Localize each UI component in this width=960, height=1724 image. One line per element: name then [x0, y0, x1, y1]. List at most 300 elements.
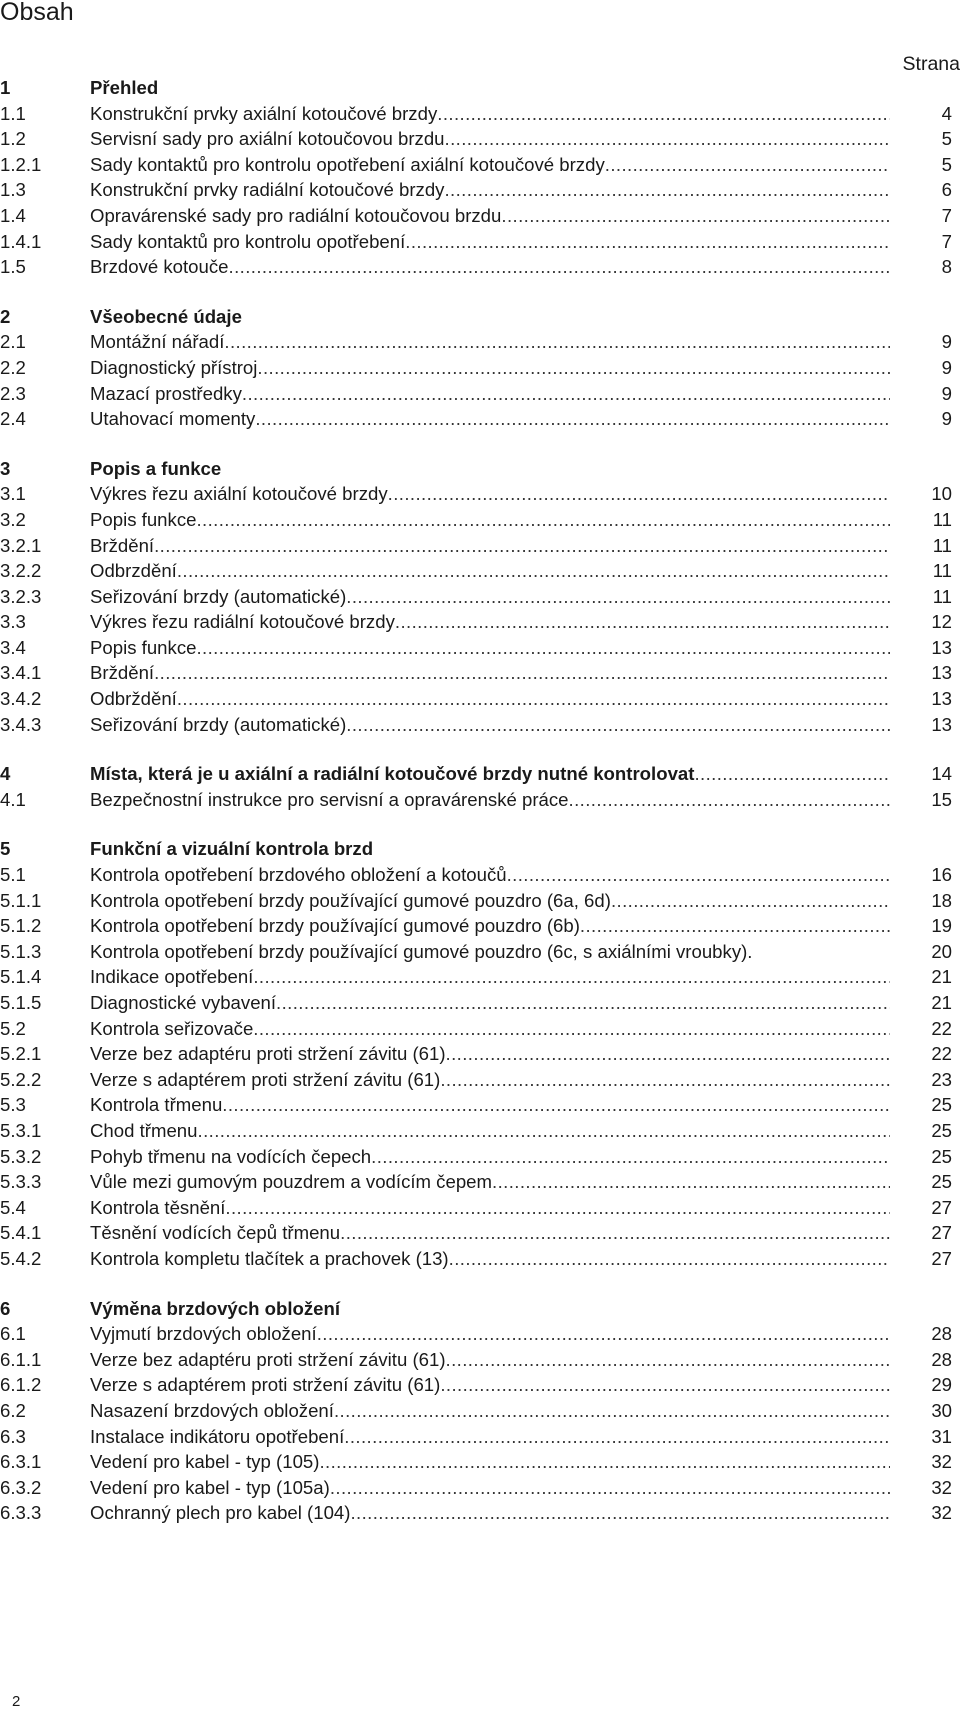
toc-entry[interactable]: [0, 231, 952, 257]
entry-number: 5.3.2: [0, 1145, 42, 1167]
entry-title: Verze bez adaptéru proti stržení závitu (61): [90, 1043, 446, 1065]
section-title-leader: [90, 77, 890, 99]
toc-entry[interactable]: [0, 611, 952, 637]
section-number: 1: [0, 77, 11, 98]
entry-number: 5.3: [0, 1094, 26, 1116]
entry-page-number: 13: [931, 636, 952, 658]
entry-number: 5.4.2: [0, 1247, 42, 1269]
entry-page-number: 32: [931, 1451, 952, 1473]
section-title-leader: [90, 458, 890, 480]
entry-page-number: 22: [931, 1043, 952, 1065]
entry-title: Vůle mezi gumovým pouzdrem a vodícím čepem: [90, 1171, 492, 1193]
table-of-contents: [0, 77, 952, 1552]
dot-leader: [580, 915, 890, 937]
toc-entry[interactable]: [0, 1349, 952, 1375]
entry-page-number: 7: [941, 204, 952, 226]
section-number: 5: [0, 838, 11, 860]
entry-page-number: 15: [931, 788, 952, 810]
entry-leader: [90, 357, 890, 379]
entry-page-number: 7: [941, 230, 952, 252]
entry-number: 5.1: [0, 864, 26, 886]
section-number: 6: [0, 1297, 11, 1319]
toc-section: [0, 306, 952, 434]
section-heading[interactable]: [0, 838, 952, 864]
entry-title: Nasazení brzdových obložení: [90, 1399, 334, 1421]
section-heading[interactable]: [0, 763, 952, 789]
toc-entry[interactable]: [0, 103, 952, 129]
toc-entry[interactable]: [0, 1248, 952, 1274]
entry-leader: [90, 1120, 890, 1142]
toc-entry[interactable]: [0, 1069, 952, 1095]
toc-entry[interactable]: [0, 128, 952, 154]
entry-title: Kontrola opotřebení brzdy používající gumové pouzdro (6a, 6d): [90, 889, 611, 911]
entry-title: Diagnostické vybavení: [90, 992, 277, 1013]
entry-title: Těsnění vodících čepů třmenu: [90, 1222, 341, 1244]
entry-page-number: 13: [931, 713, 952, 735]
dot-leader: [445, 128, 890, 150]
entry-title: Indikace opotřebení: [90, 966, 254, 988]
entry-number: 1.4.1: [0, 230, 42, 252]
dot-leader: [225, 1197, 890, 1219]
entry-leader: [90, 535, 890, 557]
entry-leader: [90, 383, 890, 405]
section-page-number: 14: [931, 763, 952, 785]
entry-page-number: 16: [931, 864, 952, 886]
entry-title: Utahovací momenty: [90, 408, 256, 430]
section-title-leader: [90, 838, 890, 860]
dot-leader: [444, 179, 890, 201]
entry-title: Kontrola seřizovače: [90, 1017, 254, 1039]
entry-number: 5.3.1: [0, 1119, 42, 1141]
entry-leader: [90, 1400, 890, 1422]
entry-page-number: 9: [941, 408, 952, 430]
dot-leader: [340, 1222, 890, 1244]
dot-leader: [405, 231, 890, 253]
entry-title: Kontrola opotřebení brzdového obložení a kotoučů: [90, 864, 507, 886]
toc-section: [0, 1298, 952, 1528]
toc-entry[interactable]: [0, 154, 952, 180]
toc-entry[interactable]: [0, 714, 952, 740]
entry-leader: [90, 611, 890, 633]
section-title-leader: [90, 306, 890, 328]
toc-entry[interactable]: [0, 1451, 952, 1477]
entry-number: 6.1.1: [0, 1348, 42, 1370]
entry-number: 3.2.2: [0, 560, 42, 582]
entry-title: Vedení pro kabel - typ (105): [90, 1451, 320, 1473]
dot-leader: [605, 154, 890, 176]
toc-entry[interactable]: [0, 331, 952, 357]
toc-entry[interactable]: [0, 560, 952, 586]
entry-title: Verze bez adaptéru proti stržení závitu (61): [90, 1348, 446, 1370]
entry-number: 5.4: [0, 1196, 26, 1218]
toc-section: [0, 458, 952, 740]
entry-title: Kontrola kompletu tlačítek a prachovek (13): [90, 1247, 449, 1269]
entry-number: 3.4.3: [0, 713, 42, 735]
dot-leader: [694, 763, 890, 785]
entry-leader: [90, 205, 890, 227]
entry-leader: [90, 1094, 890, 1116]
entry-title: Sady kontaktů pro kontrolu opotřebení axiální kotoučové brzdy: [90, 153, 605, 175]
page-title: Obsah: [0, 0, 74, 26]
entry-page-number: 28: [931, 1348, 952, 1370]
entry-page-number: 25: [931, 1094, 952, 1116]
toc-entry[interactable]: [0, 1400, 952, 1426]
toc-entry[interactable]: [0, 992, 952, 1018]
entry-title: Kontrola těsnění: [90, 1196, 226, 1218]
section-title: Místa, která je u axiální a radiální kotoučové brzdy nutné kontrolovat: [90, 763, 695, 785]
section-number: 2: [0, 305, 11, 327]
entry-leader: [90, 1349, 890, 1371]
entry-number: 3.3: [0, 611, 26, 633]
dot-leader: [276, 992, 890, 1014]
toc-entry[interactable]: [0, 890, 952, 916]
toc-entry[interactable]: [0, 1477, 952, 1503]
entry-leader: [90, 331, 890, 353]
entry-number: 3.4: [0, 636, 26, 658]
dot-leader: [330, 1477, 890, 1499]
dot-leader: [440, 1069, 890, 1091]
dot-leader: [154, 535, 890, 557]
dot-leader: [177, 560, 890, 582]
toc-entry[interactable]: [0, 864, 952, 890]
dot-leader: [229, 256, 891, 278]
entry-page-number: 23: [931, 1068, 952, 1090]
entry-page-number: 27: [931, 1222, 952, 1244]
entry-number: 6.1.2: [0, 1374, 42, 1396]
toc-section: [0, 77, 952, 282]
section-title: Všeobecné údaje: [90, 305, 242, 327]
dot-leader: [611, 890, 890, 912]
toc-entry[interactable]: [0, 483, 952, 509]
entry-title: Montážní nářadí: [90, 331, 225, 353]
section-title-leader: [90, 1298, 890, 1320]
entry-title: Mazací prostředky: [90, 382, 242, 404]
section-title: Popis a funkce: [90, 457, 222, 479]
entry-leader: [90, 1451, 890, 1473]
entry-title: Odbrzdění: [90, 560, 177, 582]
entry-page-number: 22: [931, 1017, 952, 1039]
entry-leader: [90, 1018, 890, 1040]
dot-leader: [242, 383, 890, 405]
toc-entry[interactable]: [0, 662, 952, 688]
section-title: Přehled: [90, 77, 159, 98]
dot-leader: [501, 205, 890, 227]
entry-title: Chod třmenu: [90, 1119, 198, 1141]
entry-title: Brzdové kotouče: [90, 256, 229, 278]
entry-number: 2.4: [0, 408, 26, 430]
entry-leader: [90, 1477, 890, 1499]
entry-leader: [90, 941, 890, 963]
dot-leader: [437, 103, 890, 125]
entry-leader: [90, 1171, 890, 1193]
entry-page-number: 29: [931, 1374, 952, 1396]
entry-leader: [90, 915, 890, 937]
entry-number: 3.2: [0, 508, 26, 530]
toc-entry[interactable]: [0, 535, 952, 561]
dot-leader: [350, 1502, 890, 1524]
entry-leader: [90, 688, 890, 710]
toc-entry[interactable]: [0, 1043, 952, 1069]
entry-page-number: 12: [931, 611, 952, 633]
entry-page-number: 25: [931, 1145, 952, 1167]
entry-page-number: 11: [932, 585, 952, 607]
entry-title: Výkres řezu radiální kotoučové brzdy: [90, 611, 395, 633]
entry-title: Výkres řezu axiální kotoučové brzdy: [90, 483, 388, 505]
entry-leader: [90, 864, 890, 886]
toc-entry[interactable]: [0, 357, 952, 383]
entry-number: 5.4.1: [0, 1222, 42, 1244]
entry-page-number: 18: [931, 889, 952, 911]
dot-leader: [196, 637, 890, 659]
toc-entry[interactable]: [0, 1120, 952, 1146]
entry-number: 5.2: [0, 1017, 26, 1039]
entry-page-number: 32: [931, 1476, 952, 1498]
entry-page-number: 25: [931, 1171, 952, 1193]
dot-leader: [371, 1146, 890, 1168]
entry-page-number: 27: [931, 1247, 952, 1269]
entry-title: Seřizování brzdy (automatické): [90, 713, 347, 735]
dot-leader: [440, 1374, 890, 1396]
entry-leader: [90, 1222, 890, 1244]
entry-number: 2.3: [0, 382, 26, 404]
entry-leader: [90, 1146, 890, 1168]
toc-entry[interactable]: [0, 1171, 952, 1197]
entry-number: 1.2.1: [0, 153, 42, 175]
entry-title: Seřizování brzdy (automatické): [90, 585, 347, 607]
dot-leader: [569, 789, 890, 811]
toc-entry[interactable]: [0, 509, 952, 535]
entry-leader: [90, 103, 890, 125]
section-number: 4: [0, 763, 11, 785]
entry-page-number: 9: [941, 331, 952, 353]
entry-page-number: 30: [931, 1399, 952, 1421]
entry-leader: [90, 637, 890, 659]
toc-entry[interactable]: [0, 179, 952, 205]
page-number: 2: [12, 1693, 21, 1710]
dot-leader: [253, 966, 890, 988]
entry-leader: [90, 890, 890, 912]
entry-number: 1.5: [0, 256, 26, 278]
entry-leader: [90, 1426, 890, 1448]
entry-page-number: 19: [931, 915, 952, 937]
toc-entry[interactable]: [0, 688, 952, 714]
entry-number: 4.1: [0, 788, 26, 810]
entry-page-number: 11: [932, 508, 952, 530]
entry-page-number: 28: [931, 1323, 952, 1345]
entry-leader: [90, 1323, 890, 1345]
entry-number: 3.4.1: [0, 662, 42, 684]
entry-leader: [90, 128, 890, 150]
entry-title: Vedení pro kabel - typ (105a): [90, 1476, 330, 1498]
entry-title: Bezpečnostní instrukce pro servisní a opravárenské práce: [90, 788, 569, 810]
entry-page-number: 13: [931, 688, 952, 710]
entry-leader: [90, 560, 890, 582]
toc-entry[interactable]: [0, 1374, 952, 1400]
entry-leader: [90, 714, 890, 736]
dot-leader: [507, 864, 890, 886]
dot-leader: [346, 714, 890, 736]
entry-title: Brždění: [90, 534, 155, 556]
toc-section: [0, 763, 952, 814]
toc-entry[interactable]: [0, 1018, 952, 1044]
section-number: 3: [0, 457, 11, 479]
toc-entry[interactable]: [0, 789, 952, 815]
entry-number: 5.1.3: [0, 940, 42, 962]
dot-leader: [446, 1043, 890, 1065]
entry-number: 3.1: [0, 483, 26, 505]
entry-number: 5.1.5: [0, 992, 42, 1013]
entry-number: 1.1: [0, 102, 26, 124]
entry-title: Brždění: [90, 662, 155, 684]
dot-leader: [257, 357, 890, 379]
entry-page-number: 11: [932, 560, 952, 582]
entry-leader: [90, 992, 890, 1014]
toc-entry[interactable]: [0, 915, 952, 941]
entry-number: 1.3: [0, 179, 26, 201]
dot-leader: [177, 688, 890, 710]
entry-number: 1.4: [0, 204, 26, 226]
entry-leader: [90, 1502, 890, 1524]
entry-number: 3.4.2: [0, 688, 42, 710]
entry-number: 5.2.1: [0, 1043, 42, 1065]
entry-leader: [90, 509, 890, 531]
entry-leader: [90, 586, 890, 608]
entry-title: Popis funkce: [90, 636, 197, 658]
entry-page-number: 20: [931, 940, 952, 962]
entry-title: Kontrola opotřebení brzdy používající gumové pouzdro (6c, s axiálními vroubky).: [90, 940, 753, 962]
dot-leader: [346, 586, 890, 608]
toc-entry[interactable]: [0, 408, 952, 434]
entry-number: 6.3: [0, 1425, 26, 1447]
entry-page-number: 31: [931, 1425, 952, 1447]
entry-title: Kontrola třmenu: [90, 1094, 223, 1116]
section-heading[interactable]: [0, 458, 952, 484]
toc-entry[interactable]: [0, 941, 952, 967]
entry-page-number: 6: [941, 179, 952, 201]
entry-page-number: 25: [931, 1119, 952, 1141]
entry-leader: [90, 1197, 890, 1219]
entry-title: Diagnostický přístroj: [90, 356, 258, 378]
toc-entry[interactable]: [0, 256, 952, 282]
dot-leader: [317, 1323, 890, 1345]
dot-leader: [196, 509, 890, 531]
entry-page-number: 9: [941, 382, 952, 404]
entry-number: 5.1.4: [0, 966, 42, 988]
entry-leader: [90, 789, 890, 811]
toc-entry[interactable]: [0, 1222, 952, 1248]
entry-title: Pohyb třmenu na vodících čepech: [90, 1145, 372, 1167]
entry-number: 5.2.2: [0, 1068, 42, 1090]
dot-leader: [319, 1451, 890, 1473]
entry-title: Vyjmutí brzdových obložení: [90, 1323, 317, 1345]
entry-page-number: 32: [931, 1502, 952, 1524]
entry-page-number: 4: [941, 102, 952, 124]
toc-entry[interactable]: [0, 1197, 952, 1223]
entry-leader: [90, 231, 890, 253]
section-title: Funkční a vizuální kontrola brzd: [90, 838, 374, 860]
entry-number: 6.3.3: [0, 1502, 42, 1524]
entry-title: Opravárenské sady pro radiální kotoučovou brzdu: [90, 204, 502, 226]
entry-number: 3.2.3: [0, 585, 42, 607]
entry-number: 6.1: [0, 1323, 26, 1345]
entry-number: 6.3.2: [0, 1476, 42, 1498]
dot-leader: [449, 1248, 890, 1270]
page-column-label: Strana: [902, 53, 960, 75]
dot-leader: [198, 1120, 891, 1142]
entry-title: Instalace indikátoru opotřebení: [90, 1425, 345, 1447]
dot-leader: [492, 1171, 890, 1193]
toc-entry[interactable]: [0, 205, 952, 231]
toc-entry[interactable]: [0, 966, 952, 992]
entry-page-number: 11: [932, 534, 952, 556]
entry-title: Kontrola opotřebení brzdy používající gumové pouzdro (6b): [90, 915, 580, 937]
toc-entry[interactable]: [0, 586, 952, 612]
entry-leader: [90, 662, 890, 684]
dot-leader: [154, 662, 890, 684]
entry-leader: [90, 483, 890, 505]
entry-leader: [90, 154, 890, 176]
toc-entry[interactable]: [0, 1502, 952, 1528]
dot-leader: [253, 1018, 890, 1040]
entry-page-number: 13: [931, 662, 952, 684]
entry-number: 3.2.1: [0, 534, 42, 556]
entry-title: Sady kontaktů pro kontrolu opotřebení: [90, 230, 406, 252]
toc-entry[interactable]: [0, 383, 952, 409]
entry-title: Popis funkce: [90, 508, 197, 530]
entry-leader: [90, 1248, 890, 1270]
toc-entry[interactable]: [0, 1146, 952, 1172]
entry-page-number: 9: [941, 356, 952, 378]
entry-number: 1.2: [0, 128, 26, 150]
dot-leader: [224, 331, 890, 353]
entry-title: Konstrukční prvky radiální kotoučové brzdy: [90, 179, 445, 201]
entry-page-number: 10: [931, 483, 952, 505]
section-heading[interactable]: [0, 306, 952, 332]
entry-number: 2.1: [0, 331, 26, 353]
entry-number: 6.3.1: [0, 1451, 42, 1473]
toc-entry[interactable]: [0, 1426, 952, 1452]
dot-leader: [222, 1094, 890, 1116]
section-heading[interactable]: [0, 77, 952, 103]
entry-title: Verze s adaptérem proti stržení závitu (61): [90, 1068, 441, 1090]
entry-title: Konstrukční prvky axiální kotoučové brzdy: [90, 102, 438, 124]
toc-entry[interactable]: [0, 637, 952, 663]
entry-title: Ochranný plech pro kabel (104): [90, 1502, 351, 1524]
entry-page-number: 27: [931, 1196, 952, 1218]
section-title-leader: [90, 763, 890, 785]
toc-entry[interactable]: [0, 1094, 952, 1120]
entry-leader: [90, 966, 890, 988]
entry-number: 6.2: [0, 1399, 26, 1421]
dot-leader: [388, 483, 890, 505]
section-title: Výměna brzdových obložení: [90, 1297, 341, 1319]
entry-number: 5.1.2: [0, 915, 42, 937]
entry-leader: [90, 1374, 890, 1396]
entry-leader: [90, 1069, 890, 1091]
dot-leader: [334, 1400, 890, 1422]
entry-title: Servisní sady pro axiální kotoučovou brzdu: [90, 128, 445, 150]
entry-title: Verze s adaptérem proti stržení závitu (61): [90, 1374, 441, 1396]
dot-leader: [255, 408, 890, 430]
toc-entry[interactable]: [0, 1323, 952, 1349]
entry-number: 5.3.3: [0, 1171, 42, 1193]
entry-title: Odbrždění: [90, 688, 177, 710]
entry-leader: [90, 256, 890, 278]
entry-leader: [90, 1043, 890, 1065]
entry-page-number: 21: [931, 966, 952, 988]
entry-number: 2.2: [0, 356, 26, 378]
section-heading[interactable]: [0, 1298, 952, 1324]
